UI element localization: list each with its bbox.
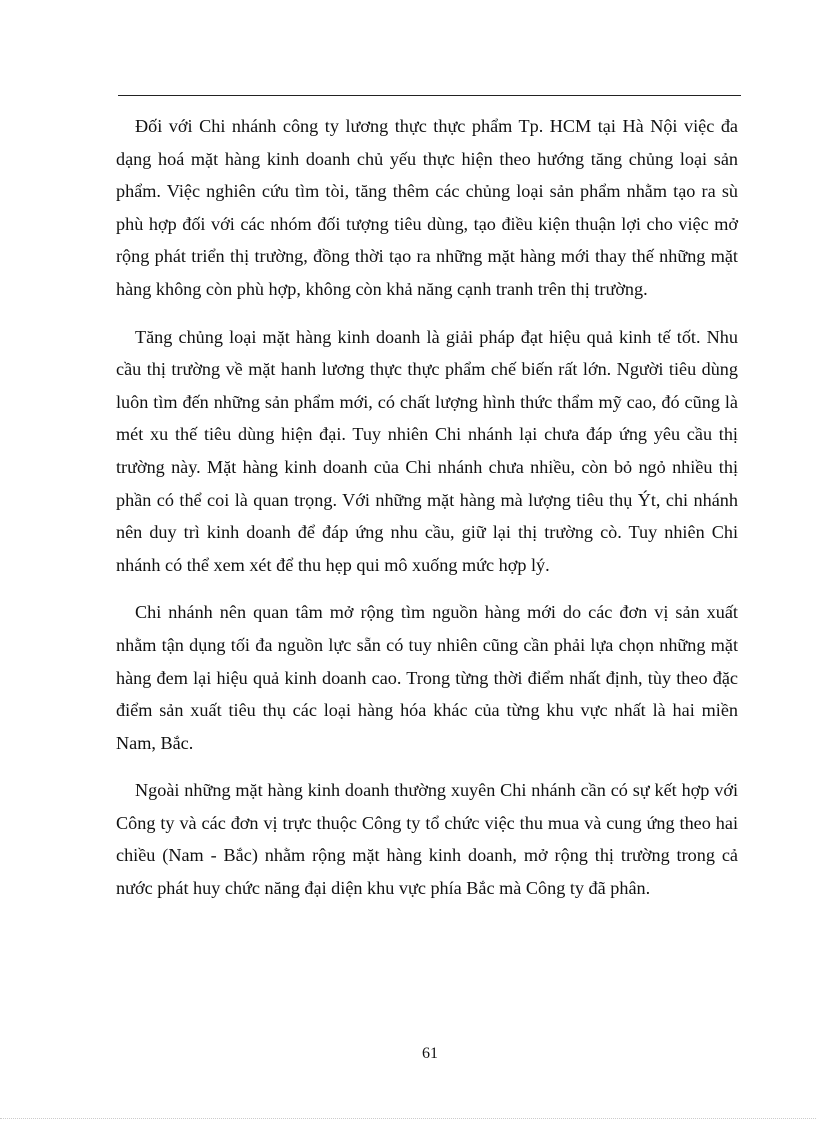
paragraph-1: Đối với Chi nhánh công ty lương thực thực phẩm Tp. HCM tại Hà Nội việc đa dạng hoá mặt hàng kinh doanh chủ yếu thực hiện theo hướng tăng chủng loại sản phẩm. Việc nghiên cứu tìm tòi, tăng thêm các chủng loại sản phẩm nhằm tạo ra sù phù hợp đối với các nhóm đối tượng tiêu dùng, tạo điều kiện thuận lợi cho việc mở rộng phát triển thị trường, đồng thời tạo ra những mặt hàng mới thay thế những mặt hàng không còn phù hợp, không còn khả năng cạnh tranh trên thị trường. [116, 116, 738, 299]
paragraph-2: Tăng chủng loại mặt hàng kinh doanh là giải pháp đạt hiệu quả kinh tế tốt. Nhu cầu thị trường về mặt hanh lương thực thực phẩm chế biến rất lớn. Người tiêu dùng luôn tìm đến những sản phẩm mới, có chất lượng hình thức thẩm mỹ cao, đó cũng là mét xu thế tiêu dùng hiện đại. Tuy nhiên Chi nhánh lại chưa đáp ứng yêu cầu thị trường này. Mặt hàng kinh doanh của Chi nhánh chưa nhiều, còn bỏ ngỏ nhiều thị phần có thể coi là quan trọng. Với những mặt hàng mà lượng tiêu thụ Ýt, chi nhánh nên duy trì kinh doanh để đáp ứng nhu cầu, giữ lại thị trường cò. Tuy nhiên Chi nhánh có thể xem xét để thu hẹp qui mô xuống mức hợp lý. [116, 326, 738, 575]
header-rule [118, 95, 741, 96]
paragraph-4: Ngoài những mặt hàng kinh doanh thường xuyên Chi nhánh cần có sự kết hợp với Công ty và các đơn vị trực thuộc Công ty tổ chức việc thu mua và cung ứng theo hai chiều (Nam - Bắc) nhằm rộng mặt hàng kinh doanh, mở rộng thị trường trong cả nước phát huy chức năng đại diện khu vực phía Bắc mà Công ty đã phân. [116, 780, 738, 899]
footer-divider [0, 1118, 816, 1119]
body-text [116, 110, 738, 920]
paragraph-3: Chi nhánh nên quan tâm mở rộng tìm nguồn hàng mới do các đơn vị sản xuất nhằm tận dụng tối đa nguồn lực sẵn có tuy nhiên cũng cần phải lựa chọn những mặt hàng đem lại hiệu quả kinh doanh cao. Trong từng thời điểm nhất định, tùy theo đặc điểm sản xuất tiêu thụ các loại hàng hóa khác của từng khu vực nhất là hai miền Nam, Bắc. [116, 602, 738, 753]
page-number: 61 [422, 1045, 438, 1062]
